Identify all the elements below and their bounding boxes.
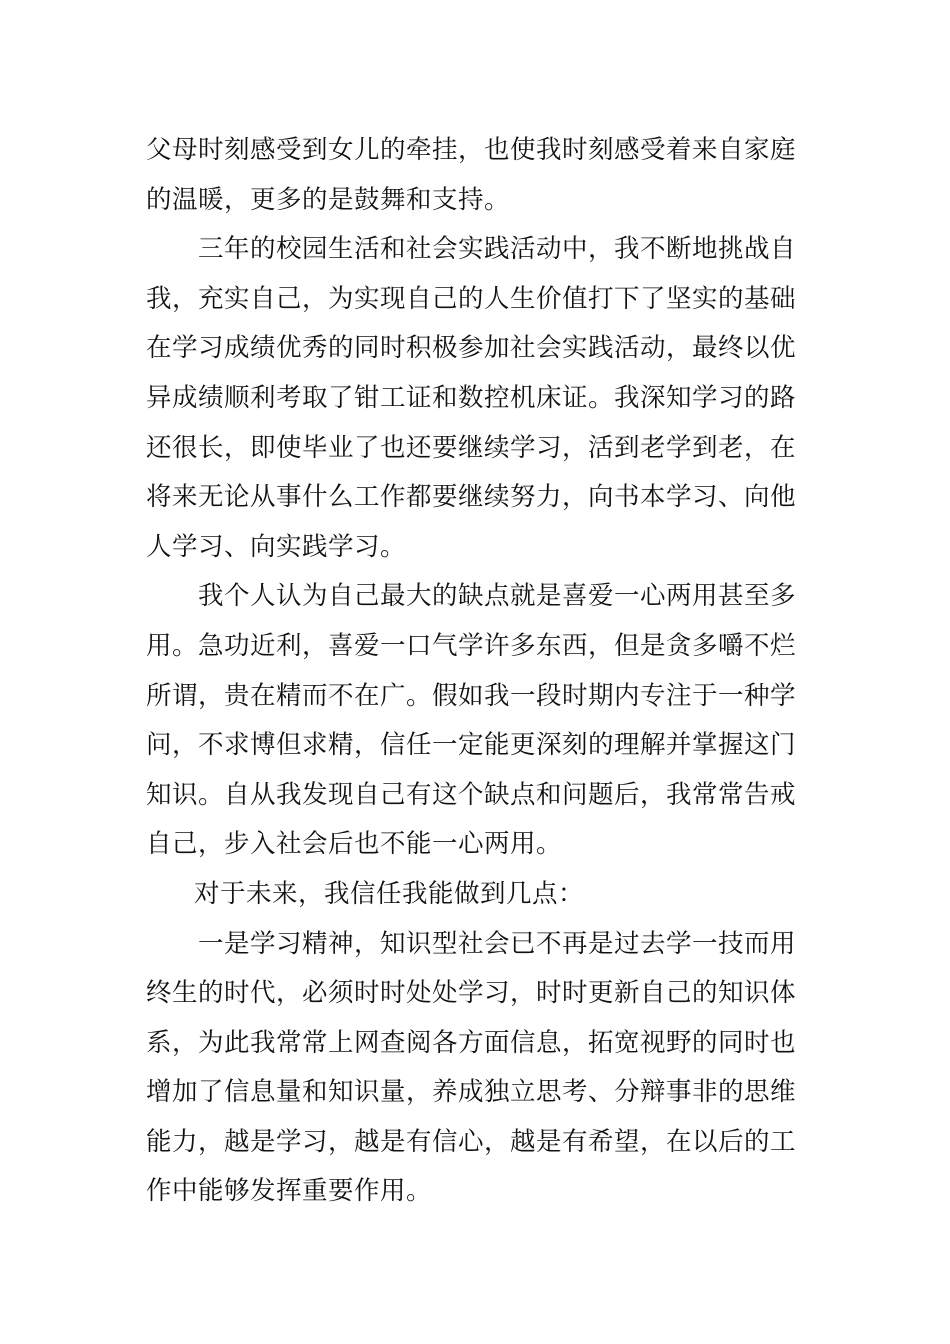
text-line: 将来无论从事什么工作都要继续努力，向书本学习、向他 [146, 482, 797, 513]
text-line: 三年的校园生活和社会实践活动中，我不断地挑战自 [198, 234, 797, 265]
text-line: 问，不求博但求精，信任一定能更深刻的理解并掌握这门 [146, 730, 797, 761]
text-line: 能力，越是学习，越是有信心，越是有希望，在以后的工 [146, 1126, 797, 1157]
text-line: 自己，步入社会后也不能一心两用。 [146, 829, 563, 860]
paragraph-2 [146, 225, 806, 572]
paragraph-1 [146, 126, 806, 225]
text-line: 还很长，即使毕业了也还要继续学习，活到老学到老，在 [146, 432, 797, 463]
paragraph-4 [146, 870, 806, 920]
text-line: 父母时刻感受到女儿的牵挂，也使我时刻感受着来自家庭 [146, 135, 797, 165]
text-line: 在学习成绩优秀的同时积极参加社会实践活动，最终以优 [146, 333, 797, 364]
text-line: 的温暖，更多的是鼓舞和支持。 [146, 184, 511, 215]
text-line: 我，充实自己，为实现自己的人生价值打下了坚实的基础 [146, 283, 797, 314]
text-line: 作中能够发挥重要作用。 [146, 1176, 433, 1207]
text-line: 一是学习精神，知识型社会已不再是过去学一技而用 [198, 928, 797, 959]
paragraph-5 [146, 920, 806, 1218]
text-line: 增加了信息量和知识量，养成独立思考、分辩事非的思维 [146, 1077, 797, 1108]
text-line: 人学习、向实践学习。 [146, 531, 407, 562]
text-line: 我个人认为自己最大的缺点就是喜爱一心两用甚至多 [198, 581, 797, 612]
text-line: 系，为此我常常上网查阅各方面信息，拓宽视野的同时也 [146, 1027, 797, 1058]
paragraph-3 [146, 572, 806, 870]
document-body [146, 126, 806, 1217]
text-line: 终生的时代，必须时时处处学习，时时更新自己的知识体 [146, 978, 797, 1009]
text-line: 知识。自从我发现自己有这个缺点和问题后，我常常告戒 [146, 779, 797, 810]
text-line: 对于未来，我信任我能做到几点： [194, 878, 585, 909]
text-line: 用。急功近利，喜爱一口气学许多东西，但是贪多嚼不烂 [146, 630, 797, 661]
text-line: 异成绩顺利考取了钳工证和数控机床证。我深知学习的路 [146, 382, 797, 413]
text-line: 所谓，贵在精而不在广。假如我一段时期内专注于一种学 [146, 680, 797, 711]
